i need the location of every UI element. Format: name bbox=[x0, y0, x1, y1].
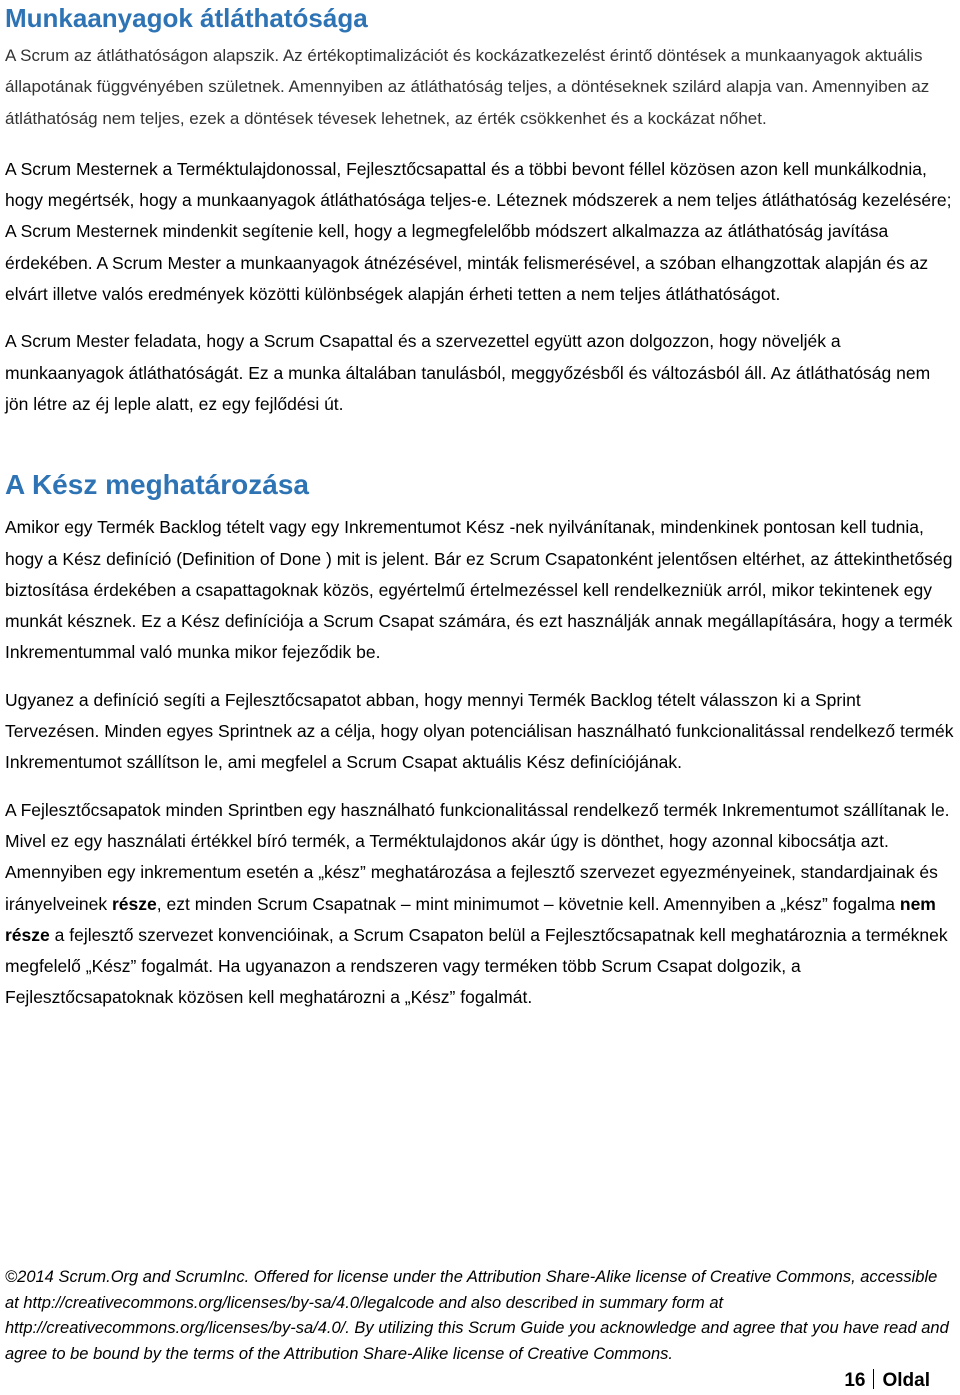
page-number-value: 16 bbox=[844, 1370, 866, 1391]
paragraph-done-definition: Amikor egy Termék Backlog tételt vagy egy Inkrementumot Kész -nek nyilvánítanak, mindenkinek pontosan kell tudnia, hogy a Kész definíció (Definition of Done ) mit is jelent. Bár ez Scrum Csapatonként jelentősen eltérhet, az áttekinthetőség biztosítása érdekében a csapattagoknak közös, egyértelmű értelmezéssel kell rendelkezniük arról, mikor tekintenek egy munkát késznek. Ez a Kész definíciója a Scrum Csapat számára, és ezt használják annak megállapítására, hogy a termék Inkrementummal való munka mikor fejeződik be. bbox=[5, 517, 953, 663]
text-span: , ezt minden Scrum Csapatnak – mint minimumot – követnie kell. Amennyiben a „kész” fogalma bbox=[156, 893, 900, 914]
paragraph-scrum-master-task: A Scrum Mester feladata, hogy a Scrum Csapattal és a szervezettel együtt azon dolgozzon, hogy növeljék a munkaanyagok átláthatóságát. Ez a munka általában tanulásból, meggyőzésből és változásból áll. Az átláthatóság nem jön létre az éj leple alatt, ez egy fejlődési út. bbox=[5, 331, 931, 414]
section-heading-definition-of-done: A Kész meghatározása bbox=[5, 469, 309, 501]
section-heading-transparency: Munkaanyagok átláthatósága bbox=[5, 3, 368, 33]
license-footer: ©2014 Scrum.Org and ScrumInc. Offered for license under the Attribution Share-Alike license of Creative Commons, accessible at http://creativecommons.org/licenses/by-sa/4.0/legalcode and also described in summary form at http://creativecommons.org/licenses/by-sa/4.0/. By utilizing this Scrum Guide you acknowledge and agree that you have read and agree to be bound by the terms of the Attribution Share-Alike license of Creative Commons. bbox=[5, 1268, 949, 1363]
page-number bbox=[844, 1367, 930, 1395]
bold-text-resze: része bbox=[112, 893, 157, 914]
paragraph-scrum-master-transparency: A Scrum Mesternek a Terméktulajdonossal, Fejlesztőcsapattal és a többi bevont féllel közösen azon kell munkálkodnia, hogy megértsék, hogy a munkaanyagok átláthatósága teljes-e. Léteznek módszerek a nem teljes átláthatóság kezelésére; A Scrum Mesternek mindenkit segítenie kell, hogy a legmegfelelőbb módszert alkalmazza az átláthatóság javítása érdekében. A Scrum Mester a munkaanyagok átnézésével, minták felismerésével, a szóban elhangzottak alapján és az elvárt illetve valós eredmények közötti különbségek alapján érheti tetten a nem teljes átláthatóságot. bbox=[5, 158, 952, 305]
paragraph-sprint-planning: Ugyanez a definíció segíti a Fejlesztőcsapatot abban, hogy mennyi Termék Backlog tételt válasszon ki a Sprint Tervezésen. Minden egyes Sprintnek az a célja, hogy olyan potenciálisan használható funkcionalitással rendelkező termék Inkrementumot szállítson le, ami megfelel a Scrum Csapat aktuális Kész definíciójának. bbox=[5, 689, 954, 773]
paragraph-development-teams bbox=[5, 795, 955, 1014]
bold-text-nem-resze: nem része bbox=[5, 893, 936, 945]
page-label: Oldal bbox=[882, 1370, 930, 1391]
text-span: A Fejlesztőcsapatok minden Sprintben egy használható funkcionalitással rendelkező termék Inkrementumot szállítanak le. Mivel ez egy használati értékkel bíró termék, a Terméktulajdonos akár úgy is dönthet, hogy azonnal kibocsátja azt. Amennyiben egy inkrementum esetén a „kész” meghatározása a fejlesztő szervezet egyezményeinek, standardjainak és irányelveinek bbox=[5, 799, 950, 914]
page-number-divider bbox=[873, 1369, 874, 1389]
document-page bbox=[5, 0, 955, 1014]
intro-paragraph: A Scrum az átláthatóságon alapszik. Az értékoptimalizációt és kockázatkezelést érintő döntések a munkaanyagok aktuális állapotának függvényében születnek. Amennyiben az átláthatóság teljes, a döntéseknek szilárd alapja van. Amennyiben az átláthatóság nem teljes, ezek a döntések tévesek lehetnek, az érték csökkenhet és a kockázat nőhet. bbox=[5, 46, 930, 128]
text-span: a fejlesztő szervezet konvencióinak, a Scrum Csapaton belül a Fejlesztőcsapatnak kell meghatároznia a terméknek megfelelő „Kész” fogalmát. Ha ugyanazon a rendszeren vagy terméken több Scrum Csapat dolgozik, a Fejlesztőcsapatoknak közösen kell meghatározni a „Kész” fogalmát. bbox=[5, 924, 948, 1008]
